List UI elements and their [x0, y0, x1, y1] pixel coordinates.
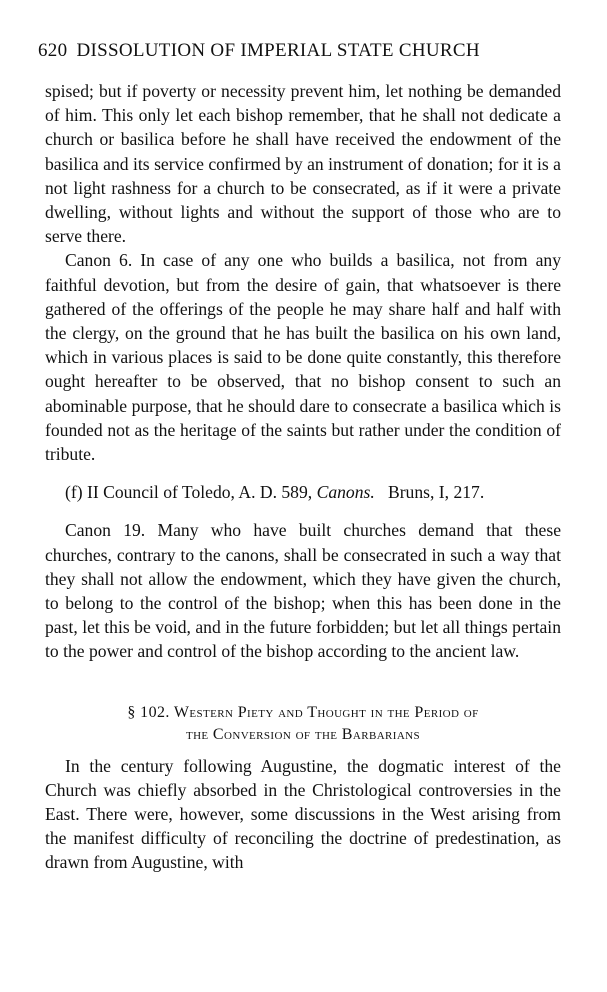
source-reference: Bruns, I, 217.: [387, 482, 485, 503]
page-number: 620: [38, 40, 68, 61]
spacer: [45, 466, 561, 480]
spacer: [45, 746, 561, 754]
section-heading-line-2: the Conversion of the Barbarians: [185, 725, 421, 743]
source-citation: [45, 480, 561, 504]
spacer: [45, 504, 561, 518]
spacer: [45, 664, 561, 702]
paragraph-canon-19: Canon 19. Many who have built churches demand that these churches, contrary to the canons, shall be consecrated in such a way that they shall not allow the endowment, which they have given the church, to belong to the control of the bishop; when this has been done in the past, let this be void, and in the future forbidden; but let all things pertain to the power and control of the bishop according to the ancient law.: [45, 520, 561, 662]
section-heading: [45, 702, 561, 746]
paragraph-continuation: spised; but if poverty or necessity prevent him, let nothing be demanded of him. This only let each bishop remember, that he shall not dedicate a church or basilica before he shall have received the endowment of the basilica and its service confirmed by an instrument of donation; for it is a not light rashness for a church to be consecrated, as if it were a private dwelling, without lights and without the support of those who are to serve there.: [45, 81, 561, 247]
source-label: (f) II Council of Toledo, A. D. 589,: [65, 482, 313, 503]
running-header: [38, 40, 568, 62]
page-body: [45, 79, 561, 875]
paragraph-canon-6: Canon 6. In case of any one who builds a basilica, not from any faithful devotion, but from the desire of gain, that whatsoever is there gathered of the offerings of the people he may share half and half with the clergy, on the ground that he has built the basilica on his own land, which in various places is said to be done quite constantly, this therefore ought hereafter to be observed, that no bishop consent to such an abominable purpose, that he should dare to consecrate a basilica which is founded not as the heritage of the saints but rather under the condition of tribute.: [45, 250, 561, 465]
section-heading-line-1: § 102. Western Piety and Thought in the Period of: [127, 703, 479, 721]
source-work: Canons.: [316, 482, 375, 503]
paragraph-section-intro: In the century following Augustine, the dogmatic interest of the Church was chiefly absorbed in the Christological controversies in the East. There were, however, some discussions in the West arising from the manifest difficulty of reconciling the doctrine of predestination, as drawn from Augustine, with: [45, 755, 561, 873]
running-title: DISSOLUTION OF IMPERIAL STATE CHURCH: [76, 40, 480, 61]
